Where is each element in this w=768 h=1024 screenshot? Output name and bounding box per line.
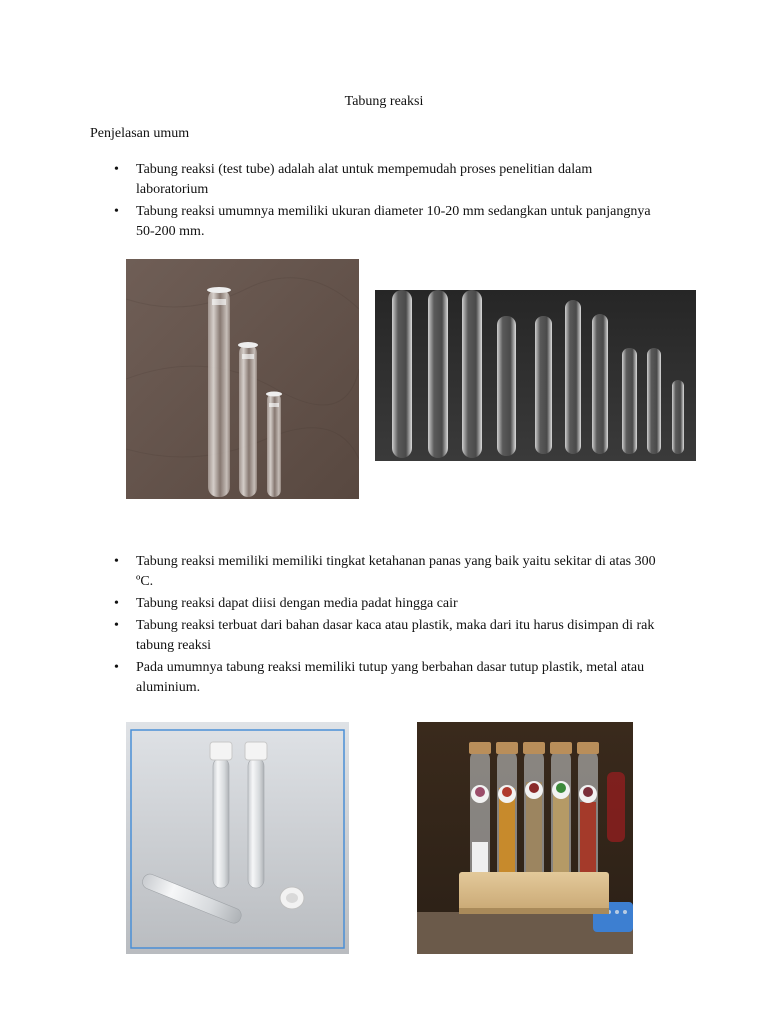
photo-three-test-tubes [126, 259, 359, 499]
photo-spice-tubes-in-rack [417, 722, 633, 954]
bullet-item: • Tabung reaksi memiliki memiliki tingkat ketahanan panas yang baik yaitu sekitar di atas 300 ºC. [114, 552, 674, 592]
bullet-item: • Tabung reaksi (test tube) adalah alat untuk mempemudah proses penelitian dalam laboratorium [114, 160, 654, 200]
photo-plastic-tubes-with-caps [126, 722, 349, 954]
bullet-item: • Tabung reaksi terbuat dari bahan dasar kaca atau plastik, maka dari itu harus disimpan di rak tabung reaksi [114, 616, 674, 656]
bullet-item: • Tabung reaksi dapat diisi dengan media padat hingga cair [114, 594, 674, 614]
photo-row-of-test-tubes [375, 290, 696, 461]
bullet-list-bottom [114, 552, 674, 700]
bullet-item: • Pada umumnya tabung reaksi memiliki tutup yang berbahan dasar tutup plastik, metal atau aluminium. [114, 658, 674, 698]
bullet-list-top [114, 160, 654, 244]
document-title: Tabung reaksi [344, 94, 424, 109]
section-heading: Penjelasan umum [90, 126, 190, 141]
bullet-item: • Tabung reaksi umumnya memiliki ukuran diameter 10-20 mm sedangkan untuk panjangnya 50-200 mm. [114, 202, 654, 242]
